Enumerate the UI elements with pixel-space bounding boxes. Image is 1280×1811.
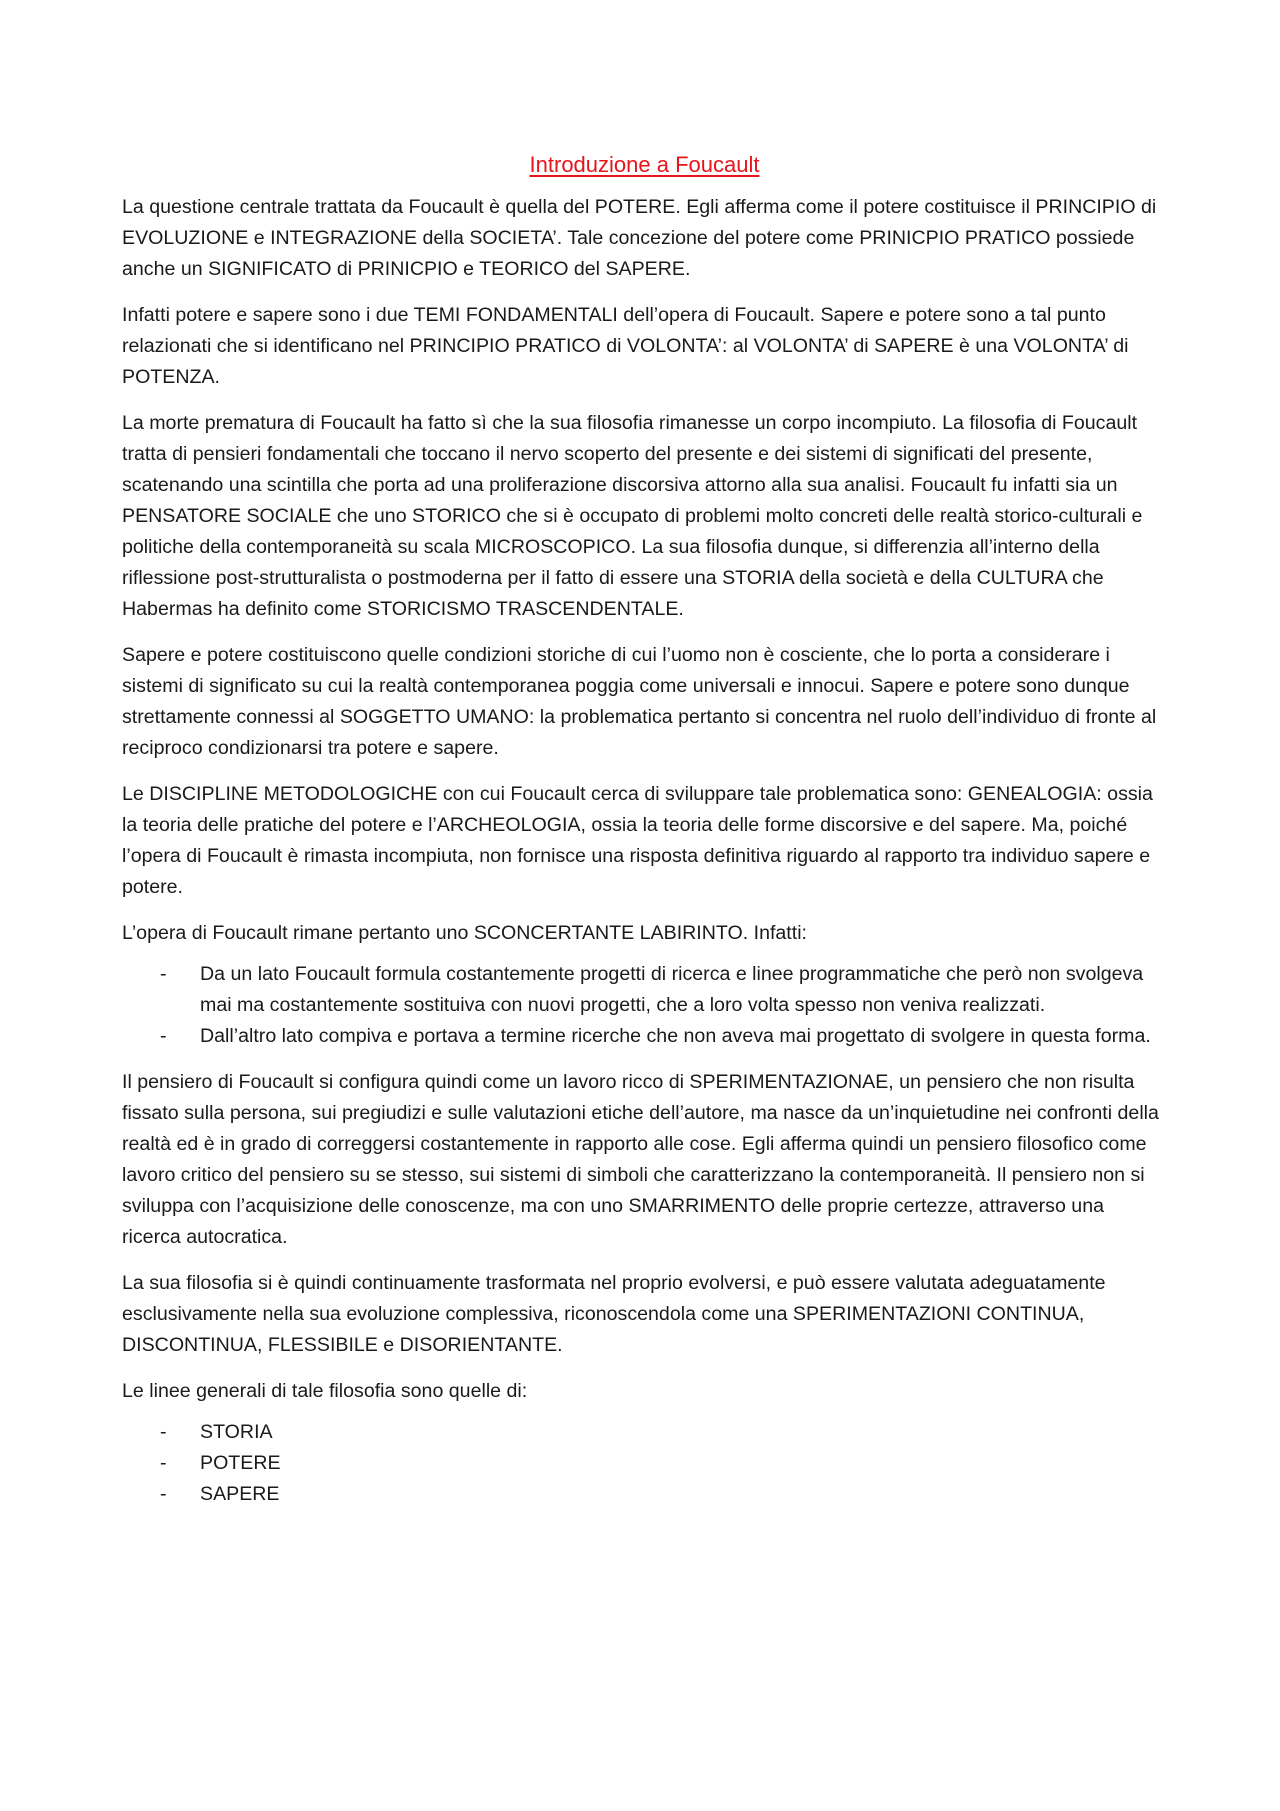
document-title: Introduzione a Foucault xyxy=(529,152,760,177)
list-item-text: POTERE xyxy=(200,1452,281,1474)
document-page xyxy=(122,150,1167,1525)
dash-bullet: - xyxy=(160,1452,167,1474)
list-item-text: Da un lato Foucault formula costantemente progetti di ricerca e linee programmatiche che però non svolgeva mai ma costantemente sostituiva con nuovi progetti, che a loro volta spesso non veniva realizzati. xyxy=(200,963,1144,1016)
list-item-text: SAPERE xyxy=(200,1483,280,1505)
dash-bullet: - xyxy=(160,1025,167,1047)
list-item-text: Dall’altro lato compiva e portava a termine ricerche che non aveva mai progettato di svolgere in questa forma. xyxy=(200,1025,1151,1047)
paragraph-linee-generali: Le linee generali di tale filosofia sono quelle di: xyxy=(122,1380,528,1402)
list-item xyxy=(122,1021,1167,1052)
list-item xyxy=(122,1448,1167,1479)
dash-bullet: - xyxy=(160,1483,167,1505)
list-item xyxy=(122,959,1167,1021)
paragraph-potere-intro: La questione centrale trattata da Foucault è quella del POTERE. Egli afferma come il potere costituisce il PRINCIPIO di EVOLUZIONE e INTEGRAZIONE della SOCIETA’. Tale concezione del potere come PRINICPIO PRATICO possiede anche un SIGNIFICATO di PRINICPIO e TEORICO del SAPERE. xyxy=(122,196,1157,280)
dash-bullet: - xyxy=(160,963,167,985)
paragraph-labirinto: L’opera di Foucault rimane pertanto uno SCONCERTANTE LABIRINTO. Infatti: xyxy=(122,922,807,944)
paragraph-sperimentazione: Il pensiero di Foucault si configura quindi come un lavoro ricco di SPERIMENTAZIONAE, un pensiero che non risulta fissato sulla persona, sui pregiudizi e sulle valutazioni etiche dell’autore, ma nasce da un’inquietudine nei confronti della realtà ed è in grado di correggersi costantemente in rapporto alle cose. Egli afferma quindi un pensiero filosofico come lavoro critico del pensiero su se stesso, sui sistemi di simboli che caratterizzano la contemporaneità. Il pensiero non si sviluppa con l’acquisizione delle conoscenze, ma con uno SMARRIMENTO delle proprie certezze, attraverso una ricerca autocratica. xyxy=(122,1071,1159,1248)
dash-bullet: - xyxy=(160,1421,167,1443)
lines-list xyxy=(122,1417,1167,1510)
list-item-text: STORIA xyxy=(200,1421,273,1443)
paragraph-condizioni-storiche: Sapere e potere costituiscono quelle condizioni storiche di cui l’uomo non è cosciente, che lo porta a considerare i sistemi di significato su cui la realtà contemporanea poggia come universali e innocui. Sapere e potere sono dunque strettamente connessi al SOGGETTO UMANO: la problematica pertanto si concentra nel ruolo dell’individuo di fronte al reciproco condizionarsi tra potere e sapere. xyxy=(122,644,1157,759)
paragraph-discipline-metodologiche: Le DISCIPLINE METODOLOGICHE con cui Foucault cerca di sviluppare tale problematica sono: GENEALOGIA: ossia la teoria delle pratiche del potere e l’ARCHEOLOGIA, ossia la teoria delle forme discorsive e del sapere. Ma, poiché l’opera di Foucault è rimasta incompiuta, non fornisce una risposta definitiva riguardo al rapporto tra individuo sapere e potere. xyxy=(122,783,1153,898)
list-item xyxy=(122,1417,1167,1448)
paragraph-evoluzione: La sua filosofia si è quindi continuamente trasformata nel proprio evolversi, e può essere valutata adeguatamente esclusivamente nella sua evoluzione complessiva, riconoscendola come una SPERIMENTAZIONI CONTINUA, DISCONTINUA, FLESSIBILE e DISORIENTANTE. xyxy=(122,1272,1106,1356)
paragraph-morte-prematura: La morte prematura di Foucault ha fatto sì che la sua filosofia rimanesse un corpo incompiuto. La filosofia di Foucault tratta di pensieri fondamentali che toccano il nervo scoperto del presente e dei sistemi di significati del presente, scatenando una scintilla che porta ad una proliferazione discorsiva attorno alla sua analisi. Foucault fu infatti sia un PENSATORE SOCIALE che uno STORICO che si è occupato di problemi molto concreti delle realtà storico-culturali e politiche della contemporaneità su scala MICROSCOPICO. La sua filosofia dunque, si differenzia all’interno della riflessione post-strutturalista o postmoderna per il fatto di essere una STORIA della società e della CULTURA che Habermas ha definito come STORICISMO TRASCENDENTALE. xyxy=(122,412,1143,620)
paragraph-temi-fondamentali: Infatti potere e sapere sono i due TEMI FONDAMENTALI dell’opera di Foucault. Sapere e potere sono a tal punto relazionati che si identificano nel PRINCIPIO PRATICO di VOLONTA’: al VOLONTA’ di SAPERE è una VOLONTA’ di POTENZA. xyxy=(122,304,1129,388)
labyrinth-list xyxy=(122,959,1167,1052)
list-item xyxy=(122,1479,1167,1510)
